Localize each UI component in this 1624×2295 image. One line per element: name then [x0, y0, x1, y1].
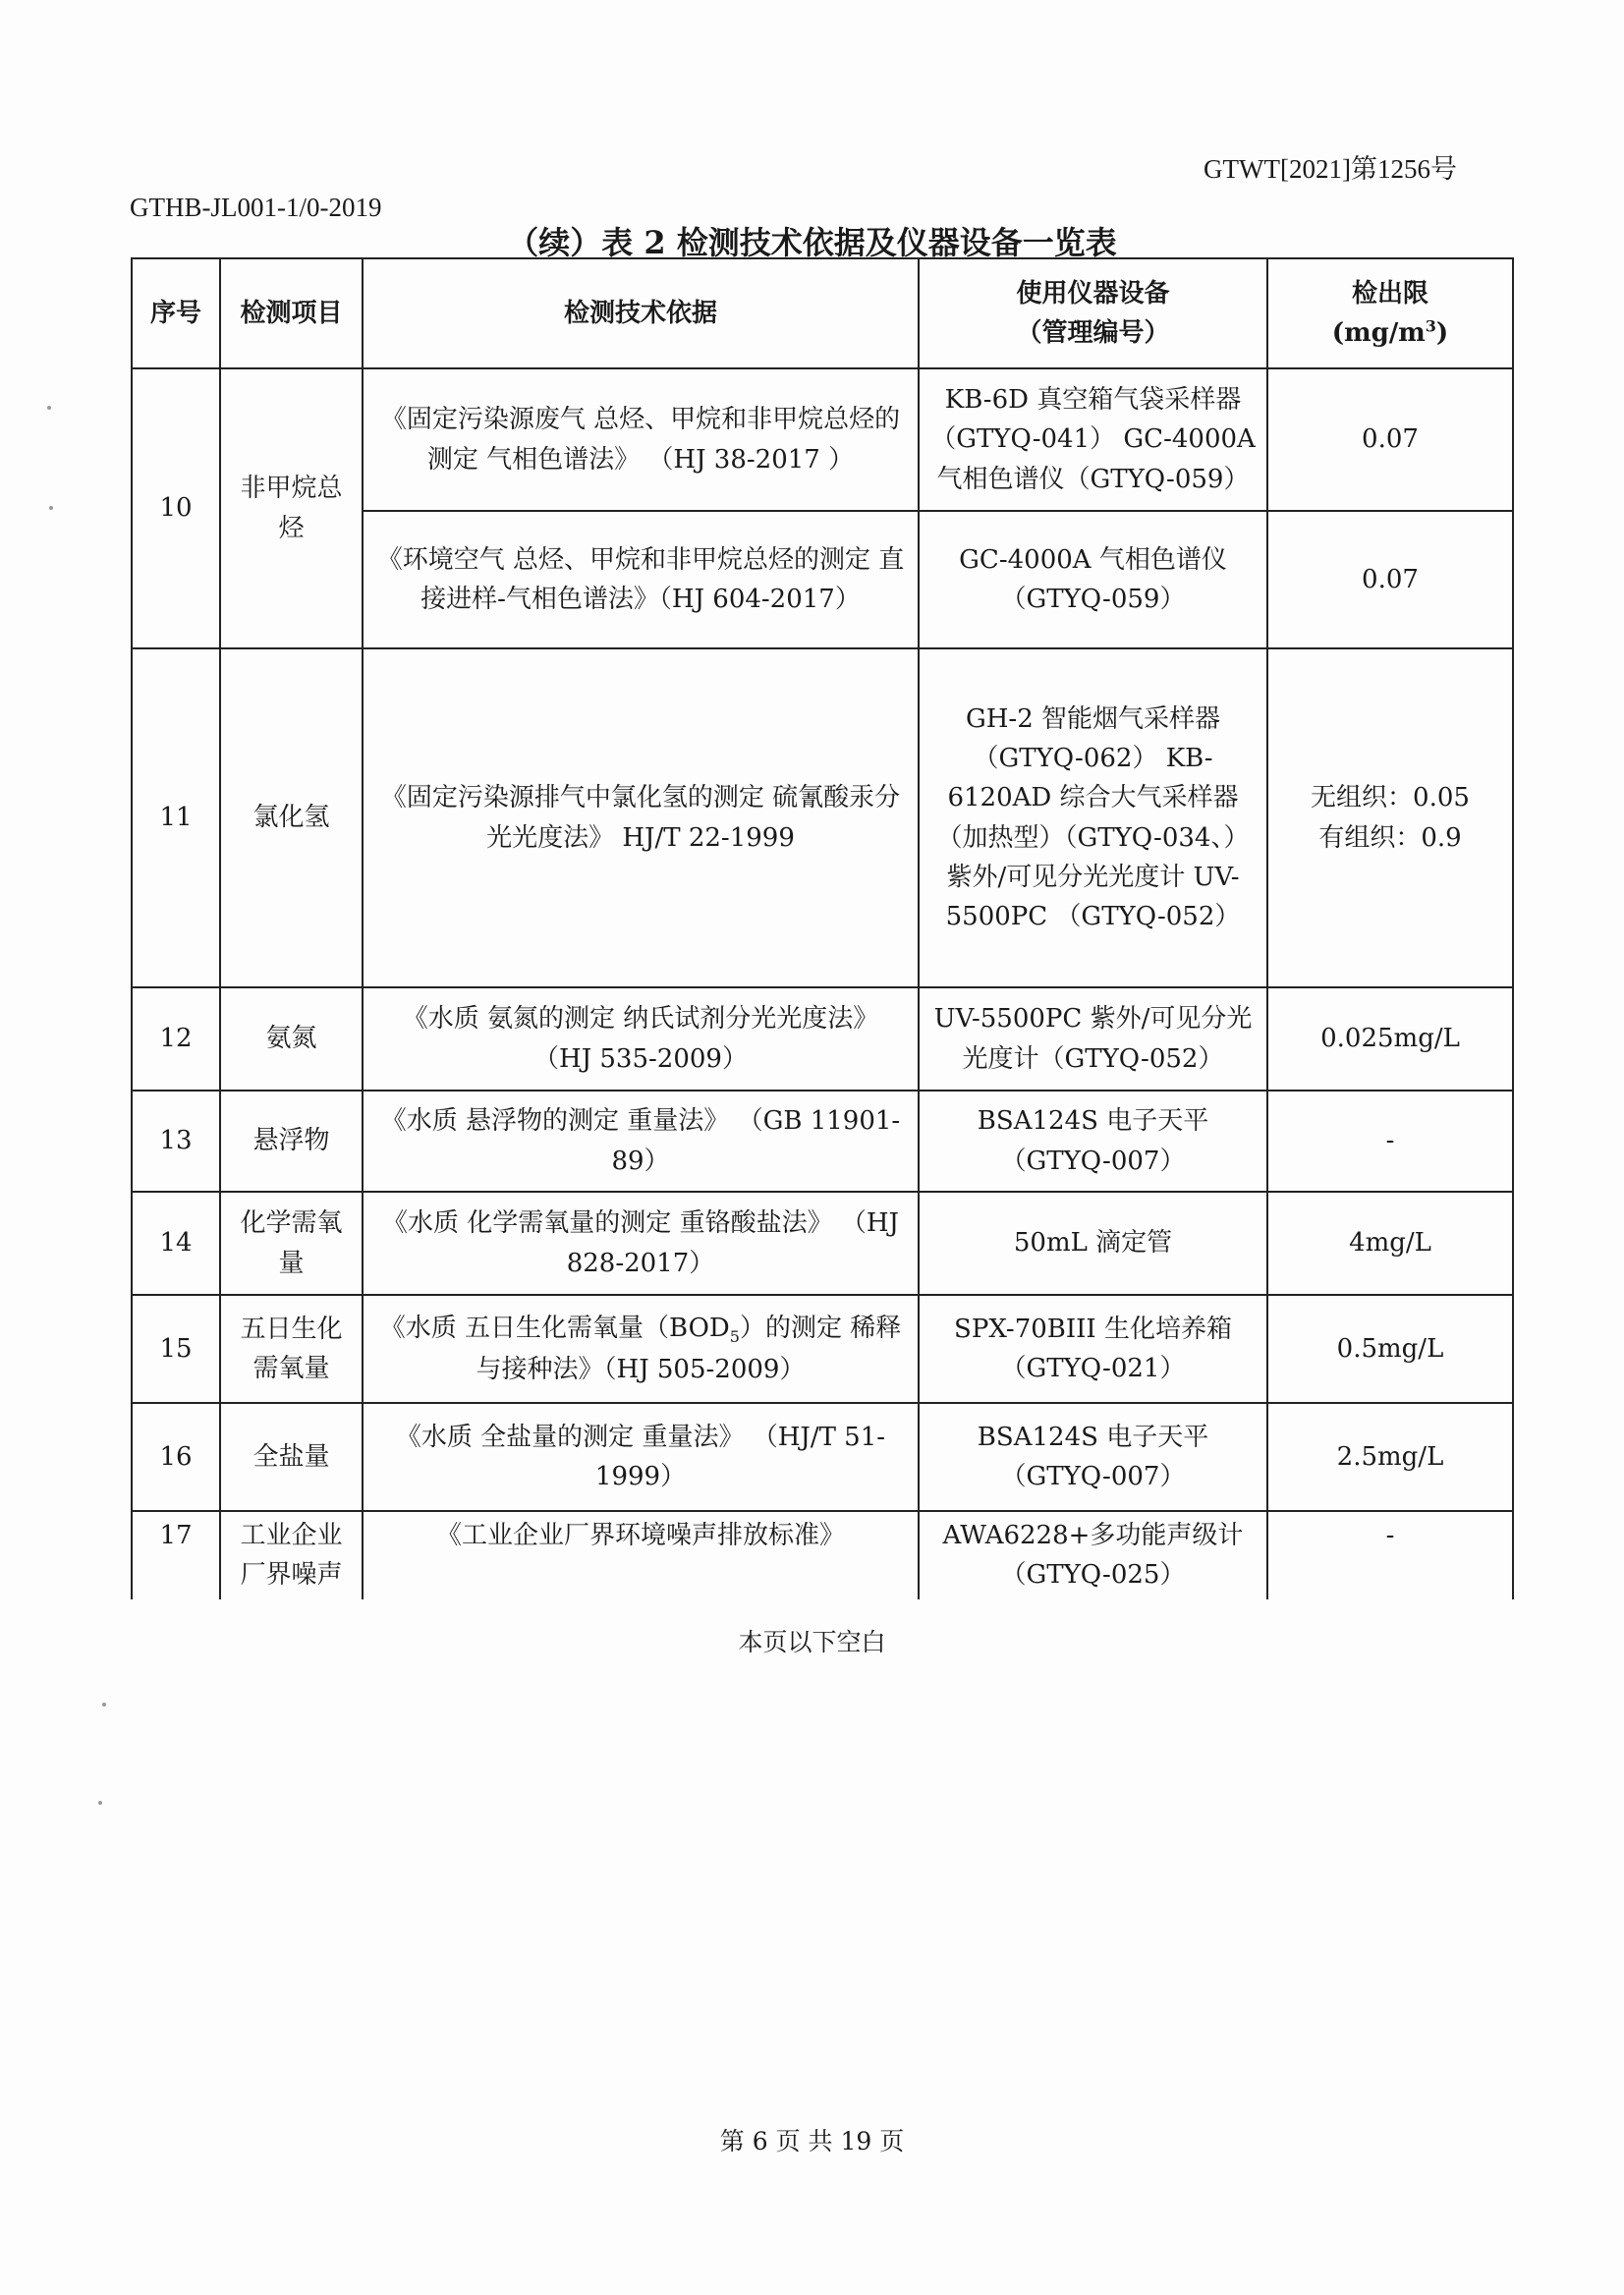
cell-equipment: AWA6228+多功能声级计 （GTYQ-025） [919, 1511, 1267, 1599]
scan-speck [49, 506, 53, 510]
cell-item: 氯化氢 [220, 648, 363, 987]
cell-item: 五日生化需氧量 [220, 1295, 363, 1403]
report-number: GTWT[2021]第1256号 [1204, 154, 1457, 184]
cell-limit: - [1267, 1091, 1513, 1192]
cell-equipment: UV-5500PC 紫外/可见分光光度计（GTYQ-052） [919, 987, 1267, 1091]
cell-basis [363, 1295, 919, 1403]
cell-no: 12 [132, 987, 220, 1091]
header-equipment-line2: （管理编号） [1016, 318, 1170, 348]
table-row [132, 648, 1513, 987]
basis-part-b: ）的测定 稀释与接种法》（HJ 505-2009） [476, 1313, 902, 1384]
cell-basis: 《水质 氨氮的测定 纳氏试剂分光光度法》 （HJ 535-2009） [363, 987, 919, 1091]
cell-no: 14 [132, 1192, 220, 1295]
table-row-cut [132, 1511, 1513, 1599]
cell-limit [1267, 648, 1513, 987]
cell-equipment: GH-2 智能烟气采样器（GTYQ-062） KB-6120AD 综合大气采样器（加热型）（GTYQ-034、） 紫外/可见分光光度计 UV-5500PC （GTYQ-052） [919, 648, 1267, 987]
cell-limit: 0.5mg/L [1267, 1295, 1513, 1403]
header-limit-line1: 检出限 [1351, 278, 1428, 308]
table-row [132, 1403, 1513, 1511]
header-limit-unit: (mg/m [1331, 318, 1426, 348]
cell-no: 10 [132, 368, 220, 648]
table-header-row [132, 258, 1513, 368]
scan-speck [102, 1703, 106, 1707]
cell-item: 工业企业厂界噪声 [220, 1511, 363, 1599]
header-basis: 检测技术依据 [363, 258, 919, 368]
bod-subscript: 5 [729, 1327, 740, 1347]
table-row [132, 987, 1513, 1091]
limit-unorganized: 无组织：0.05 [1311, 783, 1470, 813]
cell-equipment: 50mL 滴定管 [919, 1192, 1267, 1295]
cell-limit: 0.07 [1267, 368, 1513, 511]
cell-equipment: BSA124S 电子天平 （GTYQ-007） [919, 1403, 1267, 1511]
header-limit-close: ) [1435, 318, 1449, 348]
cell-limit: - [1267, 1511, 1513, 1599]
header-equipment [919, 258, 1267, 368]
header-limit-sup: 3 [1425, 316, 1436, 336]
cell-item: 悬浮物 [220, 1091, 363, 1192]
cell-equipment: SPX-70BIII 生化培养箱 （GTYQ-021） [919, 1295, 1267, 1403]
blank-below-note: 本页以下空白 [738, 1628, 886, 1656]
scan-speck [98, 1801, 102, 1805]
cell-limit: 2.5mg/L [1267, 1403, 1513, 1511]
scan-speck [47, 406, 51, 410]
cell-limit: 0.07 [1267, 511, 1513, 648]
limit-organized: 有组织：0.9 [1318, 822, 1462, 853]
form-code: GTHB-JL001-1/0-2019 [130, 193, 382, 222]
cell-limit: 4mg/L [1267, 1192, 1513, 1295]
table-row [132, 1295, 1513, 1403]
basis-part-a: 《水质 五日生化需氧量（BOD [379, 1313, 730, 1343]
cell-basis: 《水质 悬浮物的测定 重量法》 （GB 11901-89） [363, 1091, 919, 1192]
table-row [132, 1091, 1513, 1192]
cell-basis: 《水质 化学需氧量的测定 重铬酸盐法》 （HJ 828-2017） [363, 1192, 919, 1295]
cell-no: 17 [132, 1511, 220, 1599]
cell-no: 15 [132, 1295, 220, 1403]
cell-item: 全盐量 [220, 1403, 363, 1511]
cell-basis: 《环境空气 总烃、甲烷和非甲烷总烃的测定 直接进样-气相色谱法》（HJ 604-2017） [363, 511, 919, 648]
header-limit [1267, 258, 1513, 368]
cell-no: 11 [132, 648, 220, 987]
table-title: （续）表 2 检测技术依据及仪器设备一览表 [507, 224, 1117, 261]
cell-no: 13 [132, 1091, 220, 1192]
equipment-table-wrap [131, 257, 1512, 1599]
header-item: 检测项目 [220, 258, 363, 368]
header-no: 序号 [132, 258, 220, 368]
cell-equipment: KB-6D 真空箱气袋采样器（GTYQ-041） GC-4000A 气相色谱仪（GTYQ-059） [919, 368, 1267, 511]
cell-limit: 0.025mg/L [1267, 987, 1513, 1091]
cell-basis: 《工业企业厂界环境噪声排放标准》 [363, 1511, 919, 1599]
cell-item: 氨氮 [220, 987, 363, 1091]
cell-item: 非甲烷总烃 [220, 368, 363, 648]
cell-no: 16 [132, 1403, 220, 1511]
table-row [132, 368, 1513, 511]
cell-basis: 《固定污染源排气中氯化氢的测定 硫氰酸汞分光光度法》 HJ/T 22-1999 [363, 648, 919, 987]
cell-item: 化学需氧量 [220, 1192, 363, 1295]
cell-equipment: BSA124S 电子天平 （GTYQ-007） [919, 1091, 1267, 1192]
page-footer: 第 6 页 共 19 页 [719, 2127, 905, 2155]
equipment-table [131, 257, 1514, 1599]
table-row [132, 1192, 1513, 1295]
cell-basis: 《固定污染源废气 总烃、甲烷和非甲烷总烃的测定 气相色谱法》 （HJ 38-2017 ） [363, 368, 919, 511]
cell-basis: 《水质 全盐量的测定 重量法》 （HJ/T 51-1999） [363, 1403, 919, 1511]
header-equipment-line1: 使用仪器设备 [1016, 278, 1170, 308]
cell-equipment: GC-4000A 气相色谱仪（GTYQ-059） [919, 511, 1267, 648]
